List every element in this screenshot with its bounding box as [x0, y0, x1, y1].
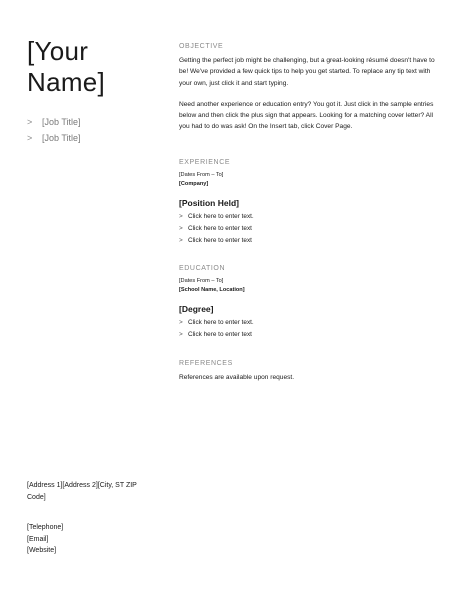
- school-name[interactable]: [School Name, Location]: [179, 287, 245, 293]
- chevron-right-icon: >: [179, 225, 183, 232]
- job-title: [Job Title]: [42, 133, 81, 143]
- chevron-right-icon: >: [179, 213, 183, 220]
- education-bullets: [179, 317, 441, 341]
- contact-info: [27, 480, 157, 557]
- job-title-list: [27, 114, 167, 146]
- list-item[interactable]: [179, 223, 441, 235]
- objective-section: [179, 42, 441, 133]
- chevron-right-icon: >: [27, 117, 33, 127]
- list-item[interactable]: [179, 317, 441, 329]
- left-column: [27, 36, 167, 146]
- job-title-item[interactable]: [27, 130, 167, 146]
- references-text[interactable]: References are available upon request.: [179, 374, 295, 381]
- address[interactable]: [27, 480, 157, 503]
- objective-heading: OBJECTIVE: [179, 43, 224, 50]
- education-section: [179, 264, 441, 341]
- position-held[interactable]: [Position Held]: [179, 198, 239, 208]
- address-line-2: Code]: [27, 493, 46, 501]
- list-item[interactable]: [179, 211, 441, 223]
- chevron-right-icon: >: [27, 133, 33, 143]
- experience-dates[interactable]: [Dates From – To]: [179, 172, 224, 178]
- education-heading: EDUCATION: [179, 265, 226, 272]
- chevron-right-icon: >: [179, 331, 183, 338]
- bullet-text: Click here to enter text: [188, 237, 252, 244]
- education-dates[interactable]: [Dates From – To]: [179, 278, 224, 284]
- website[interactable]: [Website]: [27, 547, 57, 554]
- telephone[interactable]: [Telephone]: [27, 524, 64, 531]
- name-line-2: Name]: [27, 67, 106, 97]
- job-title: [Job Title]: [42, 117, 81, 127]
- company-name[interactable]: [Company]: [179, 181, 209, 187]
- bullet-text: Click here to enter text.: [188, 319, 254, 326]
- experience-section: [179, 158, 441, 247]
- degree[interactable]: [Degree]: [179, 304, 214, 314]
- name-line-1: [Your: [27, 36, 89, 66]
- experience-bullets: [179, 211, 441, 247]
- references-section: [179, 359, 441, 383]
- job-title-item[interactable]: [27, 114, 167, 130]
- email[interactable]: [Email]: [27, 535, 49, 543]
- bullet-text: Click here to enter text: [188, 331, 252, 338]
- experience-heading: EXPERIENCE: [179, 159, 231, 166]
- list-item[interactable]: [179, 235, 441, 247]
- chevron-right-icon: >: [179, 319, 183, 326]
- address-line-1: [Address 1][Address 2][City, ST ZIP: [27, 482, 137, 489]
- bullet-text: Click here to enter text: [188, 225, 252, 232]
- list-item[interactable]: [179, 329, 441, 341]
- references-heading: REFERENCES: [179, 360, 233, 367]
- objective-paragraph[interactable]: Need another experience or education entry? You got it. Just click in the sample entries below and then click the plus sign that appears. Looking for a matching cover letter? All you had to do was ask! On the Insert tab, click Cover Page.: [179, 100, 434, 131]
- objective-paragraph[interactable]: Getting the perfect job might be challenging, but a great-looking résumé doesn't have to be! We've provided a few quick tips to help you get started. To replace any tip text with your own, just click it and start typing.: [179, 57, 435, 87]
- chevron-right-icon: >: [179, 237, 183, 244]
- contact-details: [27, 522, 157, 557]
- candidate-name[interactable]: [27, 36, 167, 98]
- bullet-text: Click here to enter text.: [188, 213, 254, 220]
